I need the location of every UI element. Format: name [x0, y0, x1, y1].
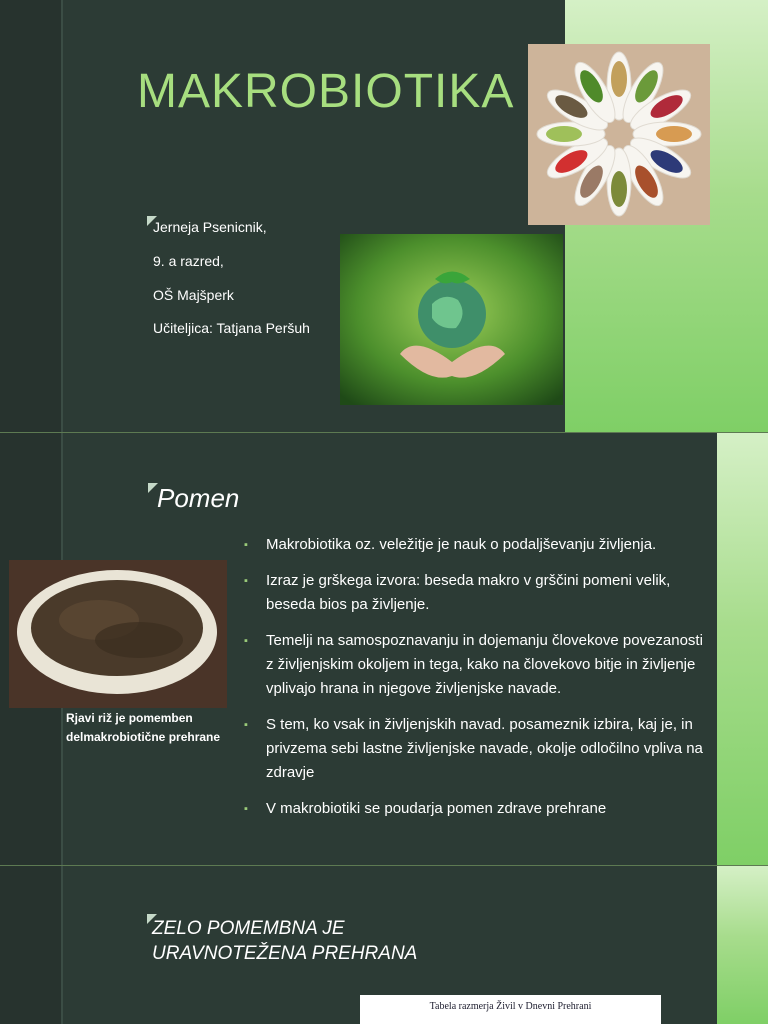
- slide-pomen: [0, 433, 768, 865]
- table-title: Tabela razmerja Živil v Dnevni Prehrani: [429, 1001, 592, 1012]
- list-item: ▪ S tem, ko vsak in življenjskih navad. posameznik izbira, kaj je, in privzema sebi lastne življenjske navade, okolje odločilno vpliva na zdravje: [244, 713, 714, 785]
- school-name: OŠ Majšperk: [153, 287, 234, 303]
- list-item: ▪ Izraz je grškega izvora: beseda makro v grščini pomeni velik, beseda bios pa življenje.: [244, 569, 714, 617]
- slide-prehrana: [0, 866, 768, 1024]
- section-title: Pomen: [157, 483, 240, 513]
- superfood-bowls-photo: [528, 44, 710, 225]
- slide-accent-line: [61, 0, 63, 432]
- slide-title: [0, 0, 768, 432]
- globe-in-hands-photo: [340, 234, 563, 405]
- class-grade: 9. a razred,: [153, 253, 224, 269]
- green-gradient-panel: [717, 866, 768, 1024]
- heading-line: URAVNOTEŽENA PREHRANA: [152, 943, 418, 964]
- section-heading: [152, 916, 417, 966]
- author-name: Jerneja Psenicnik,: [153, 219, 267, 235]
- green-gradient-panel: [717, 433, 768, 865]
- list-item: ▪ V makrobiotiki se poudarja pomen zdrave prehrane: [244, 797, 714, 821]
- brown-rice-photo: [9, 560, 227, 708]
- bullet-list: [244, 533, 714, 833]
- image-caption: Rjavi riž je pomemben delmakrobiotične prehrane: [66, 711, 221, 744]
- list-item: ▪ Temelji na samospoznavanju in dojemanju človekove povezanosti z življenjskim okoljem in tega, kako na človekovo bitje in življenje vplivajo hrana in njegove življenjske navade.: [244, 629, 714, 701]
- page-title: MAKROBIOTIKA: [137, 65, 515, 118]
- teacher-name: Učiteljica: Tatjana Peršuh: [153, 320, 310, 336]
- food-ratio-table-image: [360, 995, 661, 1024]
- list-item: ▪ Makrobiotika oz. veležitje je nauk o podaljševanju življenja.: [244, 533, 714, 557]
- slide-accent-line: [61, 866, 63, 1024]
- heading-line: ZELO POMEMBNA JE: [152, 918, 345, 939]
